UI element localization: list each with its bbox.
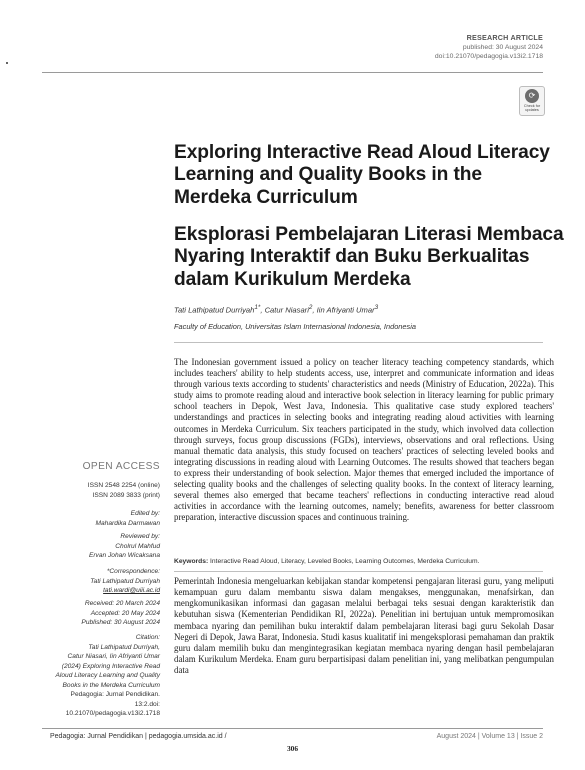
keywords-divider <box>174 571 543 572</box>
check-for-updates-icon: ⟳ <box>525 89 539 103</box>
author-1: Tati Lathipatud Durriyah <box>174 305 255 315</box>
correspondence-label: *Correspondence: <box>106 568 160 575</box>
keywords-text: Interactive Read Aloud, Literacy, Leveled Books, Learning Outcomes, Merdeka Curriculum. <box>208 558 480 565</box>
received-date: Received: 20 March 2024 <box>84 600 160 607</box>
check-for-updates-label: Check for updates <box>523 104 541 112</box>
dates-block <box>60 599 160 628</box>
issn-online: ISSN 2548 2254 (online) <box>87 482 160 489</box>
keywords-label: Keywords: <box>174 558 209 565</box>
keywords <box>174 558 554 565</box>
issn-block <box>60 481 160 500</box>
accepted-date: Accepted: 20 May 2024 <box>90 609 160 617</box>
citation-block: Citation: Tati Lathipatud Durriyah, Catur Niasari, Iin Afriyanti Umar (2024) Exploring Interactive Read Aloud Literacy Learning and Quality Books in the Merdeka Curriculum Pedagogia: Jurnal Pendidikan. 13:2.doi: 10.21070/pedagogia.v13i2.1718 <box>52 633 160 719</box>
reviewed-by-block <box>60 532 160 561</box>
open-access-label: OPEN ACCESS <box>82 461 160 472</box>
author-2: Catur Niasari <box>264 305 309 315</box>
page-number: 306 <box>286 744 299 753</box>
abstract-indonesian: Pemerintah Indonesia mengeluarkan kebijakan standar kompetensi pengajaran literasi guru, yang meliputi kemampuan guru dalam membantu siswa dalam mengakses, menggunakan, menafsirkan, dan mengkomunikasikan informasi dan gagasan melalui berbagai teks sesuai dengan karakteristik dan kebutuhan siswa (Kementerian Pendidikan RI, 2022a). Penelitian ini bertujuan untuk mempromosikan membaca nyaring dan pemilihan buku interaktif dalam pembelajaran literasi bagi guru Sekolah Dasar Negeri di Depok, Jawa Barat, Indonesia. Studi kasus kualitatif ini mengeksplorasi pemahaman dan praktik guru dalam memilih buku dan mengintegrasikan kegiatan membaca nyaring dengan hasil pembelajaran dalam Kurikulum Merdeka. Enam guru berpartisipasi dalam penelitian ini, yang melibatkan pengumpulan data <box>174 576 554 676</box>
author-3: Iin Afriyanti Umar <box>316 305 375 315</box>
footer-journal[interactable]: Pedagogia: Jurnal Pendidikan | pedagogia.umsida.ac.id / <box>50 733 227 740</box>
reviewer-1: Cholrul Mahfud <box>115 542 160 550</box>
top-divider <box>42 72 543 73</box>
check-for-updates-badge[interactable] <box>519 86 545 116</box>
correspondent-name: Tati Lathipatud Durriyah <box>90 577 160 585</box>
footer-issue: August 2024 | Volume 13 | Issue 2 <box>436 733 543 740</box>
edited-by-label: Edited by: <box>130 510 160 517</box>
title-indonesian: Eksplorasi Pembelajaran Literasi Membaca Nyaring Interaktif dan Buku Berkualitas dalam Kurikulum Merdeka <box>174 224 564 290</box>
doi[interactable]: doi:10.21070/pedagogia.v13i2.1718 <box>434 53 543 60</box>
issn-print: ISSN 2089 3833 (print) <box>92 491 160 499</box>
reviewed-by-label: Reviewed by: <box>120 533 160 540</box>
edited-by-block <box>60 509 160 528</box>
abstract-english: The Indonesian government issued a policy on teacher literacy teaching competency standards, which includes teachers' ability to help students access, use, interpret and communicate information and ideas through various texts according to students' characteristics and needs (Ministry of Education, 2022a). This study aims to promote reading aloud and interactive book selection in literacy learning for public primary school teachers in Depok, West Java, Indonesia. This qualitative case study explored teachers' understandings and practices in selecting books and integrating reading aloud activities with learning outcomes in Merdeka Curriculum. Six teachers participated in the study, which involved data collection through surveys, focus group discussions (FGDs), interviews, observations and oral reflections. Using manual thematic data analysis, this study focused on teachers' practices of selecting leveled books and integrating discussions in reading aloud with Learning Outcomes. The results showed that teachers began to express their understanding of book selection. Major themes that emerged included the importance of selecting quality books and the challenges of selecting quality books. In the context of literacy learning, several themes also emerged that became teachers' reflections in conducting interactive read aloud activities in accordance with the learning outcomes, namely; benefits, awareness for better classroom preparation, interactive discussion spaces and continuous training. <box>174 357 554 523</box>
author-list: Tati Lathipatud Durriyah$^{1*}$, Catur Niasari$^2$, Iin Afriyanti Umar$^3$ <box>174 304 379 315</box>
published-date-sidebar: Published: 30 August 2024 <box>81 619 160 627</box>
title-english: Exploring Interactive Read Aloud Literacy Learning and Quality Books in the Merdeka Curriculum <box>174 142 550 208</box>
correspondence-block <box>60 567 160 596</box>
stray-dot <box>6 62 8 64</box>
article-type: RESEARCH ARTICLE <box>466 33 543 42</box>
abstract-top-divider <box>174 342 543 343</box>
citation-label: Citation: <box>135 634 160 641</box>
affiliation: Faculty of Education, Universitas Islam Internasional Indonesia, Indonesia <box>174 322 416 331</box>
published-date: published: 30 August 2024 <box>462 44 543 51</box>
reviewer-2: Ervan Johan Wicaksana <box>88 552 160 560</box>
header-meta <box>435 33 543 60</box>
footer-divider <box>42 728 543 729</box>
editor-name: Mahardika Darmawan <box>95 519 160 527</box>
correspondent-email[interactable]: tati.wardi@uiii.ac.id <box>103 587 160 595</box>
